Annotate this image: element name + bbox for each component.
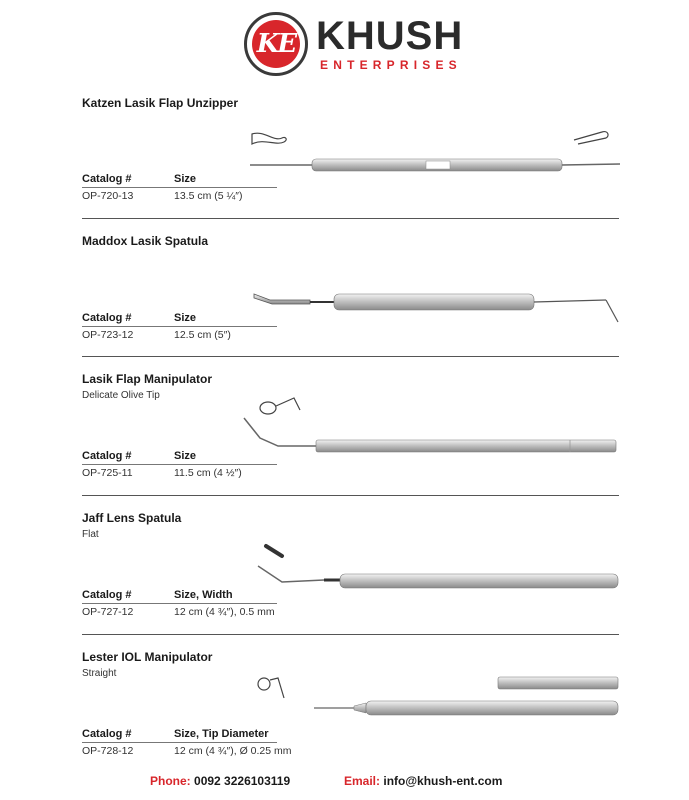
phone-label: Phone: [150,774,191,788]
unzipper-instrument-image [244,126,624,176]
size-value: 12 cm (4 ¾″), 0.5 mm [174,606,275,618]
logo-mark [244,12,308,76]
spec-rule [82,742,277,743]
maddox-spatula-image [250,282,625,326]
section-divider [82,218,619,219]
flap-manipulator-image [238,394,624,456]
catalog-label: Catalog # [82,589,132,601]
catalog-label: Catalog # [82,312,132,324]
catalog-number: OP-725-11 [82,467,133,479]
catalog-label: Catalog # [82,728,132,740]
catalog-label: Catalog # [82,173,132,185]
size-label: Size [174,312,197,324]
spec-rule [82,464,277,465]
product-title: Katzen Lasik Flap Unzipper [82,96,239,110]
size-label: Size, Tip Diameter [174,728,269,740]
footer-email [344,774,502,788]
product-title: Maddox Lasik Spatula [82,234,209,248]
footer-phone [150,774,290,788]
section-divider [82,634,619,635]
catalog-label: Catalog # [82,450,132,462]
product-title: Lasik Flap Manipulator [82,372,213,386]
brand-tagline: ENTERPRISES [320,58,462,72]
product-title: Lester IOL Manipulator [82,650,213,664]
size-label: Size [174,173,197,185]
size-value: 11.5 cm (4 ½″) [174,467,242,479]
phone-number[interactable]: 0092 3226103119 [194,774,291,788]
section-divider [82,356,619,357]
catalog-number: OP-723-12 [82,329,134,341]
spec-rule [82,187,277,188]
size-value: 12 cm (4 ¾″), Ø 0.25 mm [174,745,292,757]
catalog-number: OP-728-12 [82,745,134,757]
spec-rule [82,603,277,604]
product-subtitle: Delicate Olive Tip [82,390,160,401]
size-value: 12.5 cm (5″) [174,329,231,341]
product-title: Jaff Lens Spatula [82,511,182,525]
email-label: Email: [344,774,381,788]
brand-logo [244,12,464,80]
iol-manipulator-image [254,674,624,724]
spec-rule [82,326,277,327]
section-divider [82,495,619,496]
product-subtitle: Straight [82,668,117,679]
logo-monogram: KE [252,20,300,68]
catalog-number: OP-720-13 [82,190,134,202]
email-address[interactable]: info@khush-ent.com [383,774,503,788]
size-label: Size [174,450,197,462]
size-label: Size, Width [174,589,233,601]
brand-name: KHUSH [316,14,464,58]
product-subtitle: Flat [82,529,99,540]
catalog-number: OP-727-12 [82,606,134,618]
size-value: 13.5 cm (5 ¼″) [174,190,243,202]
lens-spatula-image [254,542,624,594]
